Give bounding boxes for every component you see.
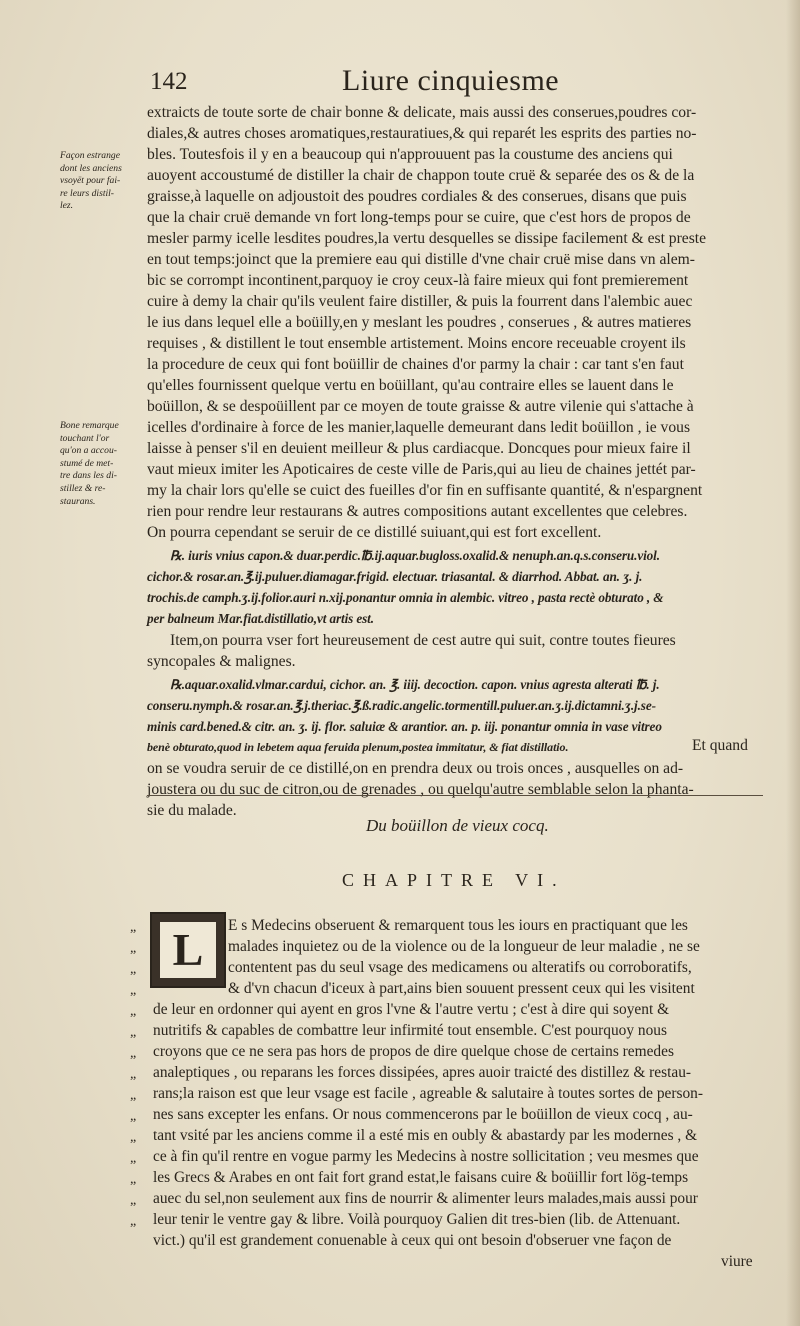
- running-title: Liure cinquiesme: [342, 64, 560, 97]
- quote-mark: „: [130, 1004, 137, 1019]
- folio-number: 142: [150, 68, 188, 95]
- drop-cap-letter: L: [172, 924, 204, 975]
- body-line: my la chair lors qu'elle se cuict des fueilles d'or fin en suffisante quantité, & n'espargnent: [147, 482, 703, 499]
- body-line: On pourra cependant se seruir de ce distillé suiuant,qui est fort excellent.: [147, 524, 602, 541]
- body-line: syncopales & malignes.: [147, 653, 296, 670]
- body-line: E s Medecins obseruent & remarquent tous les iours en practiquant que les: [228, 917, 688, 934]
- recipe-line: conseru.nymph.& rosar.an.℥.j.theriac.℥.ß.radic.angelic.tormentill.puluer.an.ʒ.ij.dictamni.ʒ.j.se-: [147, 698, 656, 713]
- margin-note: Bone remarque touchant l'or qu'on a accou- stumé de met- tre dans les di- stillez & re- staurans.: [60, 420, 119, 507]
- body-line: laisse à penser s'il en deuient meilleur & plus cardiacque. Doncques pour mieux faire il: [147, 440, 691, 457]
- body-line: sie du malade.: [147, 802, 237, 819]
- body-line: extraicts de toute sorte de chair bonne & delicate, mais aussi des conserues,poudres cor-: [147, 104, 697, 121]
- body-line: requises , & distillent le tout ensemble artistement. Moins encore receuable croyent ils: [147, 335, 686, 352]
- quote-mark: „: [130, 1151, 137, 1166]
- body-line: Item,on pourra vser fort heureusement de cest autre qui suit, contre toutes fieures: [170, 632, 676, 649]
- quote-mark: „: [130, 983, 137, 998]
- quote-mark: „: [130, 1067, 137, 1082]
- body-line: leur tenir le ventre gay & libre. Voilà pourquoy Galien dit tres-bien (lib. de Attenuant.: [153, 1211, 681, 1228]
- body-line: vaut mieux imiter les Apoticaires de ceste ville de Paris,qui au lieu de chaines jettét par-: [147, 461, 696, 478]
- body-line: bic se corrompt incontinent,parquoy ie croy ceux-là faire mieux qui font premierement: [147, 272, 689, 289]
- quote-mark: „: [130, 1025, 137, 1040]
- chapter-heading: CHAPITRE VI.: [342, 870, 566, 890]
- body-line: auec du sel,non seulement aux fins de nourrir & alimenter leurs malades,mais aussi pour: [153, 1190, 698, 1207]
- recipe-line: per balneum Mar.fiat.distillatio,vt artis est.: [147, 611, 374, 626]
- section-title: Du boüillon de vieux cocq.: [366, 816, 549, 835]
- quote-mark: „: [130, 1130, 137, 1145]
- catchword: viure: [721, 1253, 753, 1270]
- quote-mark: „: [130, 920, 137, 935]
- margin-note: Façon estrange dont les anciens vsoyët pour fai- re leurs distil- lez.: [60, 150, 122, 212]
- quote-mark: „: [130, 1088, 137, 1103]
- quote-mark: „: [130, 1172, 137, 1187]
- body-line: qu'elles fournissent quelque vertu en boüillant, qu'au contraire elles se lauent dans le: [147, 377, 674, 394]
- body-line: bles. Toutesfois il y en a beaucoup qui n'approuuent pas la coustume des anciens qui: [147, 146, 673, 163]
- body-line: Et quand: [692, 737, 748, 754]
- drop-cap-frame: [158, 920, 218, 980]
- body-line: les Grecs & Arabes en ont fait fort grand estat,le faisans cuire & boüillir fort lög-temps: [153, 1169, 689, 1186]
- drop-cap-ornament: [150, 912, 226, 988]
- body-line: joustera ou du suc de citron,ou de grenades , ou quelqu'autre semblable selon la phanta-: [147, 781, 694, 798]
- body-line: vict.) qu'il est grandement conuenable à ceux qui ont besoin d'obseruer vne façon de: [153, 1232, 672, 1249]
- body-line: on se voudra seruir de ce distillé,on en prendra deux ou trois onces , ausquelles on ad-: [147, 760, 684, 777]
- body-line: graisse,à laquelle on adjoustoit des poudres cordiales & des conserues, disans que puis: [147, 188, 687, 205]
- body-line: boüillon, & se despoüillent par ce moyen de toute graisse & autre vilenie qui s'attache à: [147, 398, 694, 415]
- quote-mark: „: [130, 1193, 137, 1208]
- body-line: de leur en ordonner qui ayent en gros l'vne & l'autre vertu ; c'est à dire qui soyent &: [153, 1001, 670, 1018]
- page-header: [150, 64, 690, 100]
- recipe-line: ℞. iuris vnius capon.& duar.perdic.℔.ij.aquar.bugloss.oxalid.& nenuph.an.q.s.conseru.viol.: [170, 548, 660, 563]
- body-line: cuire à demy la chair qu'ils veulent faire distiller, & puis la fourrent dans l'alembic auec: [147, 293, 693, 310]
- body-line: rien pour rendre leur restaurans & autres compositions autant excellentes que celebres.: [147, 503, 688, 520]
- quote-mark: „: [130, 962, 137, 977]
- body-line: nes sans excepter les enfans. Or nous commencerons par le boüillon de vieux cocq , au-: [153, 1106, 693, 1123]
- body-line: croyons que ce ne sera pas hors de propos de dire quelque chose de certains remedes: [153, 1043, 674, 1060]
- body-line: auoyent accoustumé de distiller la chair de chappon toute cruë & separée des os & de la: [147, 167, 695, 184]
- body-line: que la chair cruë demande vn fort long-temps pour se cuire, que c'est hors de propos de: [147, 209, 691, 226]
- recipe-line: minis card.bened.& citr. an. ʒ. ij. flor. saluiæ & arantior. an. p. iij. ponantur omnia in vase vitreo: [147, 719, 662, 734]
- page-edge-shadow: [786, 0, 800, 1326]
- recipe-line: benè obturato,quod in lebetem aqua feruida plenum,postea immitatur, & fiat distillatio.: [147, 740, 569, 754]
- body-line: mesler parmy icelle lesdites poudres,la vertu desquelles se dissipe facilement & est preste: [147, 230, 707, 247]
- quote-mark: „: [130, 1046, 137, 1061]
- body-line: la procedure de ceux qui font boüillir de chaines d'or parmy la chair : car tant s'en faut: [147, 356, 684, 373]
- recipe-line: ℞.aquar.oxalid.vlmar.cardui, cichor. an. ℥. iiij. decoction. capon. vnius agresta alterati ℔. j.: [170, 677, 660, 692]
- body-line: malades inquietez ou de la violence ou de la longueur de leur maladie , ne se: [228, 938, 700, 955]
- recipe-line: trochis.de camph.ʒ.ij.folior.auri n.xij.ponantur omnia in alembic. vitreo , pasta rectè obturato , &: [147, 590, 664, 605]
- body-line: & d'vn chacun d'iceux à part,ains bien souuent pressent ceux qui les visitent: [228, 980, 695, 997]
- section-rule: [147, 795, 763, 796]
- body-line: en tout temps:joinct que la premiere eau qui distille d'vne chair cruë mise dans vn alem-: [147, 251, 695, 268]
- quote-mark: „: [130, 1109, 137, 1124]
- body-line: rans;la raison est que leur vsage est facile , agreable & salutaire à toutes sortes de person-: [153, 1085, 704, 1102]
- body-line: icelles d'ordinaire à force de les manier,laquelle demeurant dans ledit boüillon , ie vous: [147, 419, 691, 436]
- body-line: le ius dans lequel elle a boüilly,en y meslant les poudres , conserues , & autres matieres: [147, 314, 692, 331]
- body-line: ce à fin qu'il rentre en vogue parmy les Medecins à nostre sollicitation ; veu mesmes que: [153, 1148, 699, 1165]
- body-line: diales,& autres choses aromatiques,restauratiues,& qui reparét les esprits des parties no-: [147, 125, 697, 142]
- quote-mark: „: [130, 1214, 137, 1229]
- body-line: analeptiques , ou reparans les forces dissipées, apres auoir traicté des distillez & restau-: [153, 1064, 692, 1081]
- body-line: nutritifs & capables de combattre leur infirmité tout ensemble. C'est pourquoy nous: [153, 1022, 667, 1039]
- body-line: contentent pas du seul vsage des medicamens ou alteratifs ou corroboratifs,: [228, 959, 692, 976]
- quote-mark: „: [130, 941, 137, 956]
- recipe-line: cichor.& rosar.an.℥.ij.puluer.diamagar.frigid. electuar. triasantal. & diarrhod. Abbat. an. ʒ. j.: [147, 569, 643, 584]
- body-line: tant vsité par les anciens comme il a esté mis en oubly & abastardy par les modernes , &: [153, 1127, 698, 1144]
